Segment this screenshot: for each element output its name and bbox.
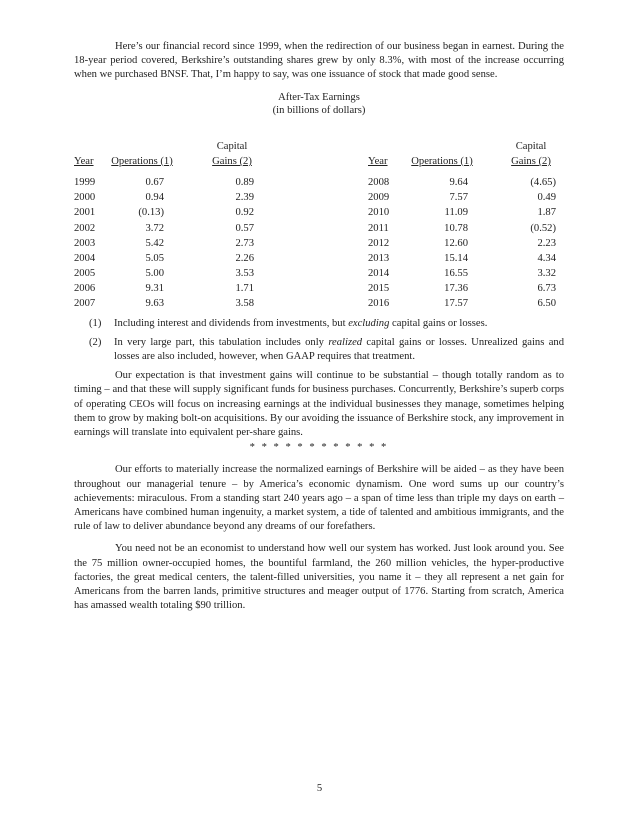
year-cell: 2002 — [74, 222, 96, 234]
operations-cell: (0.13) — [138, 207, 164, 219]
capital-gains-cell: 6.50 — [537, 298, 556, 310]
document-page — [74, 40, 564, 613]
operations-cell: 3.72 — [145, 222, 164, 234]
operations-cell: 0.67 — [145, 176, 164, 188]
header-capital-gains: Gains (2) — [511, 155, 551, 167]
operations-cell: 5.05 — [145, 252, 164, 264]
year-cell: 2011 — [368, 222, 389, 234]
operations-cell: 17.36 — [444, 283, 468, 295]
earnings-table-right — [368, 139, 568, 312]
capital-gains-cell: 2.26 — [235, 252, 254, 264]
table-row — [368, 281, 568, 296]
capital-gains-cell: 0.49 — [537, 192, 556, 204]
year-cell: 2014 — [368, 268, 390, 280]
table-row — [368, 266, 568, 281]
header-year: Year — [74, 155, 94, 167]
year-cell: 2006 — [74, 283, 96, 295]
year-cell: 2015 — [368, 283, 390, 295]
year-cell: 2000 — [74, 192, 96, 204]
capital-gains-cell: 0.89 — [235, 176, 254, 188]
section-separator: * * * * * * * * * * * * — [249, 442, 389, 454]
capital-gains-cell: (4.65) — [530, 176, 556, 188]
table-row — [74, 236, 274, 251]
footnote-number: (1) — [89, 317, 102, 329]
page-number: 5 — [316, 783, 323, 794]
paragraph-expectation: Our expectation is that investment gains will continue to be substantial – though totally random as to timing – and that these will supply significant funds for business purchases. Concurrently, Berkshire’s superb corps of operating CEOs will focus on increasing earnings at the individual businesses they manage, sometimes helping them to grow by making bolt-on acquisitions. By our avoiding the issuance of Berkshire stock, any improvement in earnings will translate into equivalent per-share gains. — [74, 370, 564, 439]
year-cell: 1999 — [74, 176, 96, 188]
intro-paragraph: Here’s our financial record since 1999, when the redirection of our business began in earnest. During the 18-year period covered, Berkshire’s outstanding shares grew by only 8.3%, with most of the increase occurring when we purchased BNSF. That, I’m happy to say, was one issuance of stock that made good sense. — [74, 41, 564, 81]
year-cell: 2005 — [74, 268, 96, 280]
operations-cell: 11.09 — [444, 207, 468, 219]
year-cell: 2001 — [74, 207, 96, 219]
table-row — [74, 175, 274, 190]
header-year: Year — [368, 155, 388, 167]
capital-gains-cell: 3.58 — [235, 298, 254, 310]
capital-gains-cell: 4.34 — [537, 252, 556, 264]
footnotes — [74, 317, 564, 365]
table-row — [368, 190, 568, 205]
table-row — [74, 251, 274, 266]
header-operations: Operations (1) — [411, 155, 473, 167]
year-cell: 2007 — [74, 298, 96, 310]
earnings-tables — [74, 121, 564, 311]
operations-cell: 9.64 — [449, 176, 468, 188]
operations-cell: 5.00 — [145, 268, 164, 280]
earnings-table-left — [74, 139, 274, 312]
capital-gains-cell: 2.39 — [235, 192, 254, 204]
capital-gains-cell: 6.73 — [537, 283, 556, 295]
operations-cell: 17.57 — [444, 298, 468, 310]
table-row — [368, 221, 568, 236]
capital-gains-cell: 2.23 — [537, 237, 556, 249]
table-subtitle: (in billions of dollars) — [272, 104, 366, 116]
footnote-1: (1) Including interest and dividends from investments, but excluding capital gains or losses. — [74, 317, 564, 331]
capital-gains-cell: 3.32 — [537, 268, 556, 280]
year-cell: 2010 — [368, 207, 390, 219]
operations-cell: 16.55 — [444, 268, 468, 280]
capital-gains-cell: 1.71 — [235, 283, 254, 295]
table-row — [368, 236, 568, 251]
paragraph-economist: You need not be an economist to understand how well our system has worked. Just look around you. See the 75 million owner-occupied homes, the bountiful farmland, the 260 million vehicles, the hyper-productive factories, the great medical centers, the talent-filled universities, you name it – they all represent a net gain for Americans from the barren lands, primitive structures and meager output of 1776. Starting from scratch, America has amassed wealth totaling $90 trillion. — [74, 543, 564, 612]
capital-gains-cell: 3.53 — [235, 268, 254, 280]
capital-gains-cell: 1.87 — [537, 207, 556, 219]
header-capital-top: Capital — [216, 140, 248, 152]
paragraph-efforts: Our efforts to materially increase the normalized earnings of Berkshire will be aided – as they have been throughout our managerial tenure – by America’s economic dynamism. One word sums up our country’s achievements: miraculous. From a standing start 240 years ago – a span of time less than triple my days on earth – Americans have combined human ingenuity, a market system, a tide of talented and ambitious immigrants, and the rule of law to deliver abundance beyond any dreams of our forefathers. — [74, 464, 564, 533]
operations-cell: 12.60 — [444, 237, 468, 249]
footnote-number: (2) — [89, 336, 102, 348]
table-row — [74, 281, 274, 296]
table-row — [74, 221, 274, 236]
table-row — [74, 296, 274, 311]
table-row — [368, 296, 568, 311]
footnote-2: (2) In very large part, this tabulation includes only realized capital gains or losses. Unrealized gains and losses are also included, however, when GAAP requires that treatment. — [89, 336, 564, 363]
table-row — [74, 190, 274, 205]
operations-cell: 7.57 — [449, 192, 468, 204]
operations-cell: 10.78 — [444, 222, 468, 234]
header-capital-top: Capital — [515, 140, 547, 152]
capital-gains-cell: 2.73 — [235, 237, 254, 249]
table-row — [368, 175, 568, 190]
table-row — [368, 251, 568, 266]
capital-gains-cell: 0.92 — [235, 207, 254, 219]
year-cell: 2012 — [368, 237, 390, 249]
year-cell: 2004 — [74, 252, 96, 264]
capital-gains-cell: 0.57 — [235, 222, 254, 234]
table-row — [74, 205, 274, 220]
operations-cell: 15.14 — [444, 252, 468, 264]
table-row — [368, 205, 568, 220]
year-cell: 2003 — [74, 237, 96, 249]
year-cell: 2013 — [368, 252, 390, 264]
table-row — [74, 266, 274, 281]
operations-cell: 9.63 — [145, 298, 164, 310]
year-cell: 2009 — [368, 192, 390, 204]
operations-cell: 0.94 — [145, 192, 164, 204]
year-cell: 2008 — [368, 176, 390, 188]
table-title: After-Tax Earnings — [278, 91, 360, 103]
year-cell: 2016 — [368, 298, 390, 310]
operations-cell: 9.31 — [145, 283, 164, 295]
header-operations: Operations (1) — [111, 155, 173, 167]
operations-cell: 5.42 — [145, 237, 164, 249]
capital-gains-cell: (0.52) — [530, 222, 556, 234]
header-capital-gains: Gains (2) — [212, 155, 252, 167]
